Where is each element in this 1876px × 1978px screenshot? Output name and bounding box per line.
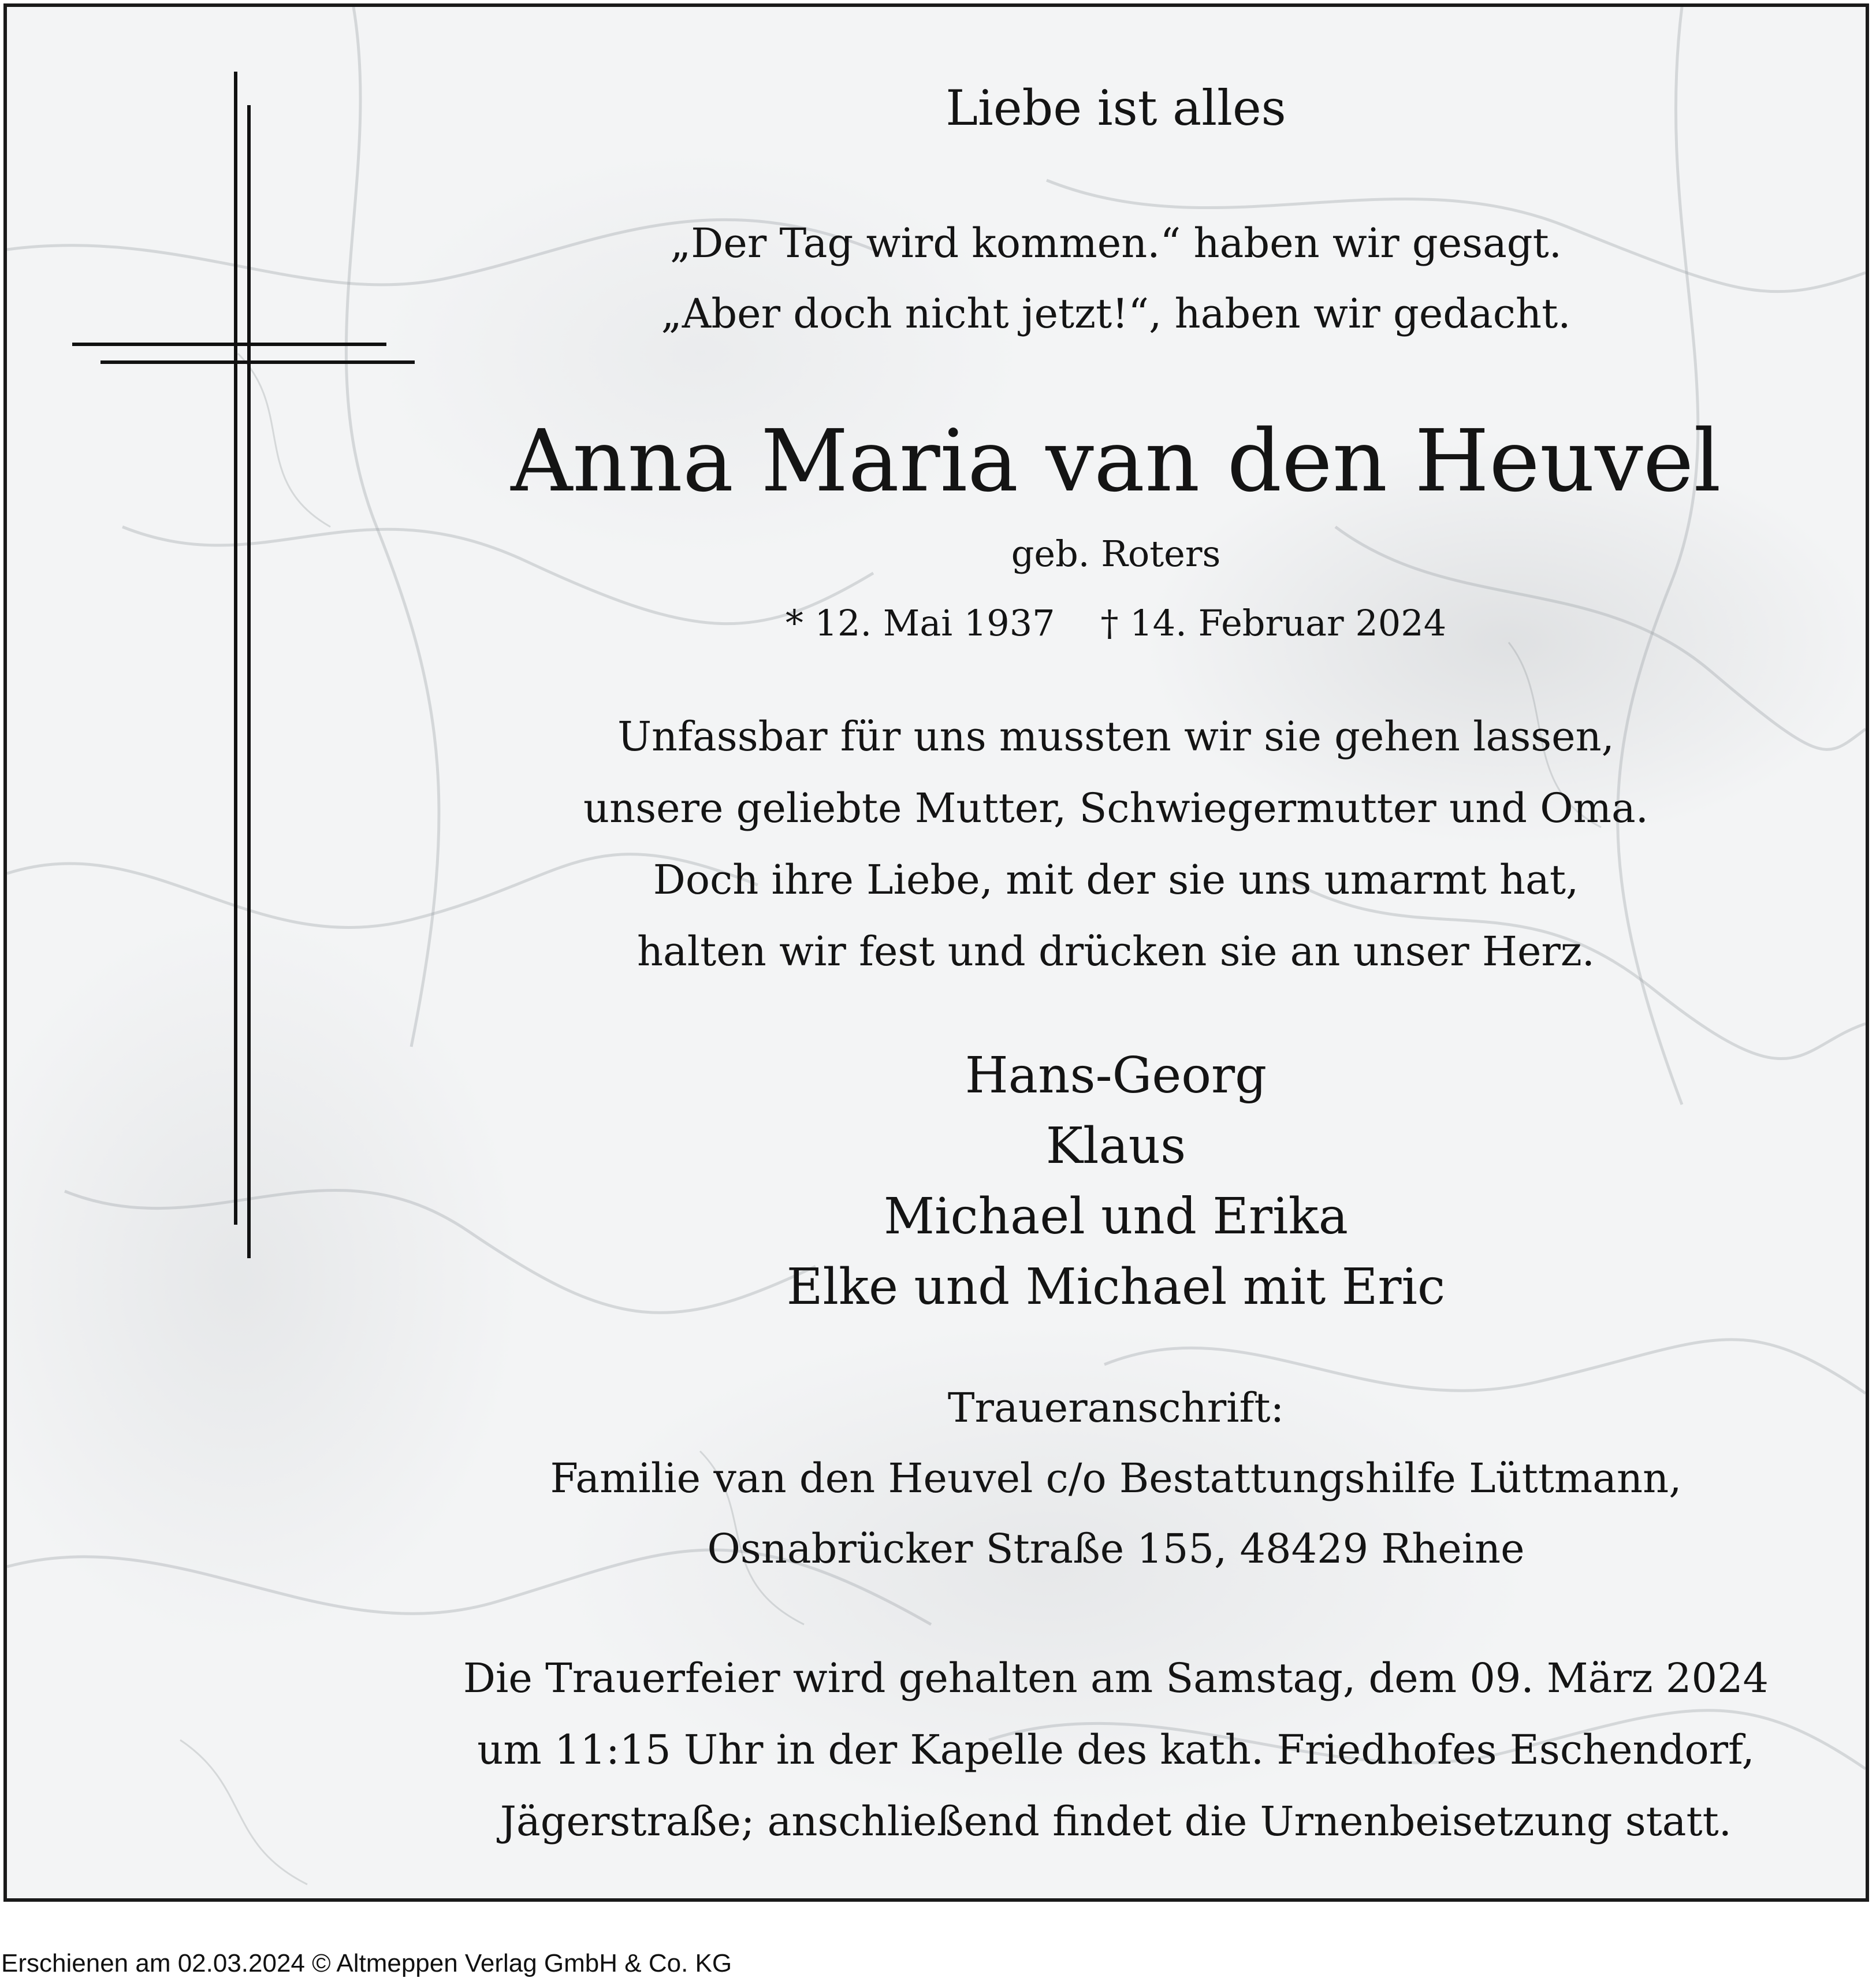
address-line: Osnabrücker Straße 155, 48429 Rheine — [707, 1525, 1525, 1572]
service-line: um 11:15 Uhr in der Kapelle des kath. Friedhofes Eschendorf, — [477, 1726, 1755, 1773]
quote-line: „Aber doch nicht jetzt!“, haben wir gedacht. — [661, 290, 1571, 337]
message-line: halten wir fest und drücken sie an unser Herz. — [636, 928, 1595, 975]
deceased-name: Anna Maria van den Heuvel — [511, 411, 1721, 511]
service-line: Jägerstraße; anschließend findet die Urnenbeisetzung statt. — [500, 1798, 1732, 1845]
family-member: Michael und Erika — [883, 1188, 1349, 1245]
publication-footer: Erschienen am 02.03.2024 © Altmeppen Verlag GmbH & Co. KG — [1, 1949, 732, 1977]
address-line: Familie van den Heuvel c/o Bestattungshilfe Lüttmann, — [550, 1455, 1682, 1502]
family-member: Elke und Michael mit Eric — [786, 1258, 1446, 1316]
message-line: unsere geliebte Mutter, Schwiegermutter und Oma. — [583, 784, 1648, 832]
address-label: Traueranschrift: — [947, 1384, 1285, 1432]
birth-name: geb. Roters — [1011, 533, 1221, 575]
quote-line: „Der Tag wird kommen.“ haben wir gesagt. — [670, 220, 1562, 267]
motto: Liebe ist alles — [946, 80, 1286, 136]
service-line: Die Trauerfeier wird gehalten am Samstag, dem 09. März 2024 — [463, 1654, 1769, 1702]
message-line: Unfassbar für uns mussten wir sie gehen lassen, — [617, 713, 1614, 760]
message-line: Doch ihre Liebe, mit der sie uns umarmt hat, — [653, 856, 1579, 904]
family-member: Klaus — [1045, 1117, 1186, 1175]
obituary-notice — [3, 3, 1869, 1902]
life-dates: * 12. Mai 1937 † 14. Februar 2024 — [785, 602, 1447, 644]
family-member: Hans-Georg — [965, 1047, 1267, 1105]
